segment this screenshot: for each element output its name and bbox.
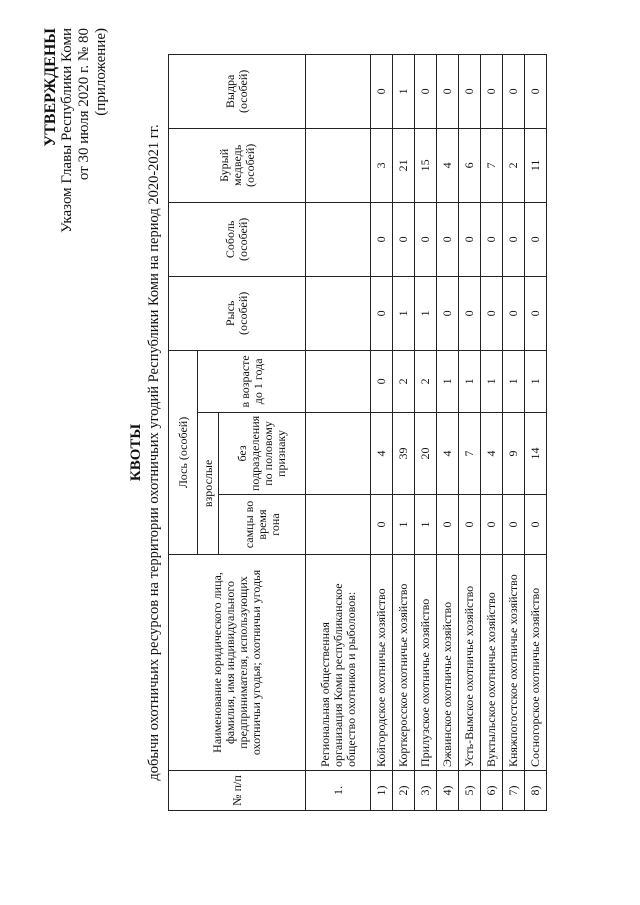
cell-otter: 0: [437, 54, 459, 128]
cell-num: 2): [393, 771, 415, 811]
table-row: [393, 54, 415, 810]
cell-males-rut: 0: [525, 495, 547, 555]
cell-under-one-year: 1: [481, 350, 503, 412]
cell-no-sex-split: 7: [459, 412, 481, 494]
cell-bear: 3: [371, 128, 393, 202]
approval-heading: УТВЕРЖДЕНЫ: [42, 28, 59, 147]
cell-no-sex-split: 4: [371, 412, 393, 494]
cell-sable: 0: [371, 202, 393, 276]
cell-num: 6): [481, 771, 503, 811]
header-name: Наименование юридического лица, фамилия, имя индивидуального предпринимателя, использующих охотничьи угодья; охотничьи угодья: [169, 555, 306, 771]
table-row: [481, 54, 503, 810]
cell-males-rut: 0: [481, 495, 503, 555]
cell-num: 4): [437, 771, 459, 811]
cell-under-one-year: 1: [459, 350, 481, 412]
header-under-one-year: в возрасте до 1 года: [198, 350, 306, 412]
cell-bear: 21: [393, 128, 415, 202]
cell-lynx: 1: [415, 276, 437, 350]
cell-sable: 0: [437, 202, 459, 276]
cell-males-rut: 1: [393, 495, 415, 555]
cell-bear: 7: [481, 128, 503, 202]
cell-under-one-year: 0: [371, 350, 393, 412]
cell-bear: 2: [503, 128, 525, 202]
cell-name: Корткеросское охотничье хозяйство: [393, 555, 415, 771]
table-row: [503, 54, 525, 810]
cell-no-sex-split: 39: [393, 412, 415, 494]
cell-name: Усть-Вымское охотничье хозяйство: [459, 555, 481, 771]
cell-name: Княжпогостское охотничье хозяйство: [503, 555, 525, 771]
table-row: [525, 54, 547, 810]
cell-sable: 0: [481, 202, 503, 276]
cell-lynx: 0: [525, 276, 547, 350]
cell-name: Прилузское охотничье хозяйство: [415, 555, 437, 771]
cell-lynx: 0: [371, 276, 393, 350]
cell-num: 5): [459, 771, 481, 811]
approval-line-1: Указом Главы Республики Коми: [59, 28, 75, 233]
cell-otter: 1: [393, 54, 415, 128]
cell-name: Койгородское охотничье хозяйство: [371, 555, 393, 771]
cell-no-sex-split: 9: [503, 412, 525, 494]
cell-under-one-year: 1: [525, 350, 547, 412]
cell-otter: 0: [371, 54, 393, 128]
cell-sable: 0: [393, 202, 415, 276]
header-num: № п/п: [169, 771, 306, 811]
cell-num: 1): [371, 771, 393, 811]
cell-bear: 6: [459, 128, 481, 202]
table-row: [459, 54, 481, 810]
header-males-rut: самцы во время гона: [219, 495, 306, 555]
cell-males-rut: 0: [437, 495, 459, 555]
cell-no-sex-split: 20: [415, 412, 437, 494]
approval-line-2: от 30 июля 2020 г. № 80: [76, 28, 92, 181]
cell-males-rut: 1: [415, 495, 437, 555]
header-adults: взрослые: [198, 412, 219, 554]
cell-males-rut: 0: [371, 495, 393, 555]
header-sable: Соболь (особей): [169, 202, 306, 276]
cell-bear: 11: [525, 128, 547, 202]
cell-name: Эжвинское охотничье хозяйство: [437, 555, 459, 771]
quota-table: [168, 54, 547, 811]
cell-name: Сосногорское охотничье хозяйство: [525, 555, 547, 771]
cell-otter: 0: [459, 54, 481, 128]
cell-bear: 4: [437, 128, 459, 202]
org-name: Региональная общественная организация Коми республиканское общество охотников и рыболовов:: [306, 555, 371, 771]
document-title: КВОТЫ: [128, 423, 144, 482]
cell-lynx: 1: [393, 276, 415, 350]
cell-num: 7): [503, 771, 525, 811]
cell-no-sex-split: 14: [525, 412, 547, 494]
cell-lynx: 0: [481, 276, 503, 350]
cell-lynx: 0: [459, 276, 481, 350]
cell-num: 8): [525, 771, 547, 811]
cell-under-one-year: 2: [393, 350, 415, 412]
cell-males-rut: 0: [503, 495, 525, 555]
table-row: [371, 54, 393, 810]
document-subtitle: добычи охотничьих ресурсов на территории охотничьих угодий Республики Коми на период 2020-2021 гг.: [146, 124, 162, 781]
header-moose: Лось (особей): [169, 350, 198, 554]
cell-otter: 0: [525, 54, 547, 128]
cell-sable: 0: [503, 202, 525, 276]
table-row: [437, 54, 459, 810]
cell-sable: 0: [415, 202, 437, 276]
header-lynx: Рысь (особей): [169, 276, 306, 350]
cell-sable: 0: [459, 202, 481, 276]
cell-under-one-year: 1: [437, 350, 459, 412]
cell-under-one-year: 2: [415, 350, 437, 412]
cell-bear: 15: [415, 128, 437, 202]
cell-males-rut: 0: [459, 495, 481, 555]
table-row-organization: [306, 54, 371, 810]
approval-block: [42, 28, 110, 308]
cell-no-sex-split: 4: [437, 412, 459, 494]
cell-under-one-year: 1: [503, 350, 525, 412]
cell-otter: 0: [415, 54, 437, 128]
cell-lynx: 0: [437, 276, 459, 350]
cell-otter: 0: [481, 54, 503, 128]
header-otter: Выдра (особей): [169, 54, 306, 128]
cell-sable: 0: [525, 202, 547, 276]
header-no-sex-split: без подразделения по половому признаку: [219, 412, 306, 494]
cell-no-sex-split: 4: [481, 412, 503, 494]
cell-otter: 0: [503, 54, 525, 128]
header-bear: Бурый медведь (особей): [169, 128, 306, 202]
cell-num: 3): [415, 771, 437, 811]
org-num: 1.: [306, 771, 371, 811]
cell-lynx: 0: [503, 276, 525, 350]
cell-name: Вуктыльское охотничье хозяйство: [481, 555, 503, 771]
approval-line-3: (приложение): [93, 28, 109, 116]
table-body-rows: [371, 54, 547, 810]
table-row: [415, 54, 437, 810]
